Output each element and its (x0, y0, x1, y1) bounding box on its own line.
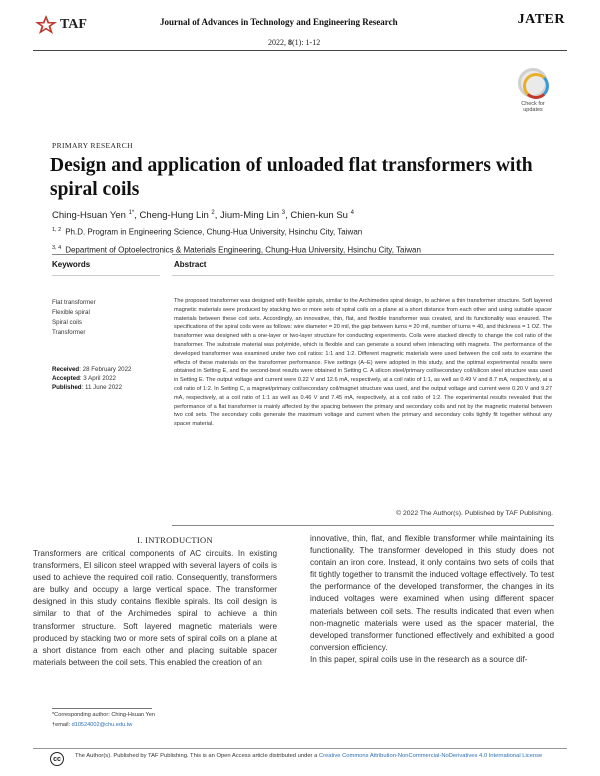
author-name: Cheng-Hung Lin (139, 210, 209, 222)
email-label: †email: (52, 722, 72, 728)
issue-volume: 8 (288, 38, 292, 47)
affiliation-sup: 1, 2 (52, 227, 62, 233)
issue-pages: (1): 1-12 (292, 38, 321, 47)
issue-line (268, 38, 320, 47)
author-name: Chien-kun Su (290, 210, 348, 222)
intro-paragraph: Transformers are critical components of AC circuits. In existing transformers, EI silicon steel wrapped with several layers of coils is used to achieve the required coil ratio. Consequently, transformers are bulky and occupy a large vertical space. The transformer designed in this study contains flexible spirals. Its coil design is similar to that of the Archimedes spiral to achieve a thin transformer structure. Soft layered magnetic materials were produced by stacking two or more sets of spiral coils on a plane at a short distance from each other and placing suitable spacer materials between the coil sets. This enabled the creation of an (33, 549, 277, 667)
keyword-item: Flat transformer (52, 299, 96, 306)
copyright-notice: © 2022 The Author(s). Published by TAF Publishing. (396, 510, 553, 517)
license-notice (75, 752, 555, 760)
email-link[interactable]: d10524002@chu.edu.tw (71, 722, 133, 728)
intro-paragraph: innovative, thin, flat, and flexible transformer while maintaining its functionality. The transformer developed in this study does not contain an iron core. Instead, it only contains two sets of coils that fit tightly together to transmit the induced voltage effectively. To test the performance of the developed transformer, the changes in its induced voltages were examined when using different spacer materials between coil sets. The results indicated that even when non-magnetic materials were used as the spacer material, the developed transformer functioned effectively and exhibited a good conversion efficiency. (310, 534, 554, 652)
issue-year: 2022, (268, 38, 286, 47)
footer-divider (33, 748, 567, 749)
publisher-logo (33, 12, 101, 38)
intro-paragraph: In this paper, spiral coils use in the research as a source dif- (310, 654, 528, 664)
keywords-heading: Keywords (52, 260, 91, 269)
received-date: : 28 February 2022 (79, 366, 132, 373)
published-label: Published (52, 383, 82, 391)
intro-right-column (310, 533, 554, 666)
star-logo-icon (33, 14, 59, 36)
intro-left-column (33, 548, 277, 669)
accepted-date: : 3 April 2022 (79, 374, 116, 382)
section-heading-introduction: I. INTRODUCTION (137, 535, 213, 545)
abstract-subdivider (172, 275, 554, 276)
article-title: Design and application of unloaded flat transformers with spiral coils (50, 155, 533, 200)
author-name: Ching-Hsuan Yen (52, 210, 126, 222)
footnote-email (52, 722, 132, 728)
keyword-list (52, 298, 96, 338)
footnote-corresponding: *Corresponding author: Ching-Hsuan Yen (52, 712, 155, 718)
journal-abbrev: JATER (517, 12, 565, 27)
keyword-item: Flexible spiral (52, 309, 90, 316)
author-name: Jium-Ming Lin (220, 210, 280, 222)
published-date: : 11 June 2022 (81, 383, 123, 391)
keywords-subdivider (52, 275, 160, 276)
footnote-divider (52, 708, 152, 709)
journal-title: Journal of Advances in Technology and Engineering Research (160, 17, 398, 27)
received-label: Received (52, 366, 80, 373)
license-link[interactable]: Creative Commons Attribution-NonCommercial-NoDerivatives 4.0 International License (318, 753, 543, 759)
keywords-divider (52, 254, 160, 255)
copyright-divider (172, 525, 554, 526)
abstract-divider (172, 254, 554, 255)
affiliation-text: Department of Optoelectronics & Materials Engineering, Chung-Hua University, Hsinchu City, Taiwan (65, 245, 421, 255)
keyword-item: Transformer (52, 329, 86, 336)
badge-label-1: Check for (521, 101, 545, 107)
article-dates (52, 366, 131, 392)
header-divider (33, 50, 567, 51)
creative-commons-icon: cc (50, 752, 64, 766)
keyword-item: Spiral coils (52, 319, 82, 326)
accepted-label: Accepted (52, 374, 80, 382)
abstract-heading: Abstract (174, 260, 207, 269)
affiliation-sup: 3, 4 (52, 245, 62, 251)
author-sup: 2 (211, 210, 215, 216)
article-type: PRIMARY RESEARCH (52, 141, 133, 150)
author-sup: 4 (350, 210, 354, 216)
refresh-icon (518, 68, 548, 98)
affiliation (52, 227, 362, 237)
author-sup: 1* (128, 210, 135, 216)
badge-label-2: updates (523, 107, 543, 113)
check-for-updates-badge[interactable] (513, 68, 553, 113)
author-sup: 3 (281, 210, 286, 216)
affiliation-text: Ph.D. Program in Engineering Science, Chung-Hua University, Hsinchu City, Taiwan (65, 227, 363, 237)
logo-text: TAF (60, 17, 87, 32)
author-list: Ching-Hsuan Yen $^{1*}$, Cheng-Hung Lin $^2$, Jium-Ming Lin $^3$, Chien-kun Su $^4$ (52, 210, 354, 222)
abstract-text: The proposed transformer was designed with flexible spirals, similar to the Archimedes spiral design, to achieve a thin transformer structure. Soft layered magnetic materials were produced by stacking two or more sets of spiral coils on a plane at a short distance from each other and using suitable spacer materials between these coil sets. Accordingly, an innovative, thin, flat, and flexible transformer was created, and its functionality was ensured. The specifications of the spiral coils were as follows: wire diameter = 20 mil, the gap between turns = 20 mil, number of turns = 40, and thickness = 1 OZ. The transformer was designed with a one-layer or two-layer structure for conducting experiments. Coils were stacked directly to change the coil ratio of the transformer. The substrate material was polyimide, which is flexible and can generate a sound when interacting with magnets. The performance of the developed transformer was examined under two coil ratios: 1:1 and 1:2. Different magnetic materials were used between the coil sets to examine the effects of these materials on the transformer performance. Five settings (A–E) were adopted in this study, and the optimal experimental results were obtained in Setting E, and the second-best results were obtained in Setting C. A silicon steel/primary coil/secondary coil/silicon steel structure was used in Setting E. The output voltage and current were 0.22 V and 12.6 mA, respectively, at a coil ratio of 1:1, as well as 0.49 V and 8.7 mA, respectively, at a coil ratio of 1:2. In Setting C, a magnet/primary coil/secondary coil/magnet structure was used, and the output voltage and current were 0.20 V and 9.27 mA, respectively, at a coil ratio of 1:1 as well as 0.46 V and 7.45 mA, respectively, at a coil ratio of 1:2. The experimental results revealed that the performance of a flat transformer is mainly affected by the spacing between the primary and secondary coils and not by the magnetic material between two coil sets. The secondary coils generate the maximum voltage and current when the primary and secondary coils tightly fit together without any spacer material. (174, 298, 552, 428)
license-text: The Author(s). Published by TAF Publishing. This is an Open Access article distributed under a (75, 753, 319, 759)
